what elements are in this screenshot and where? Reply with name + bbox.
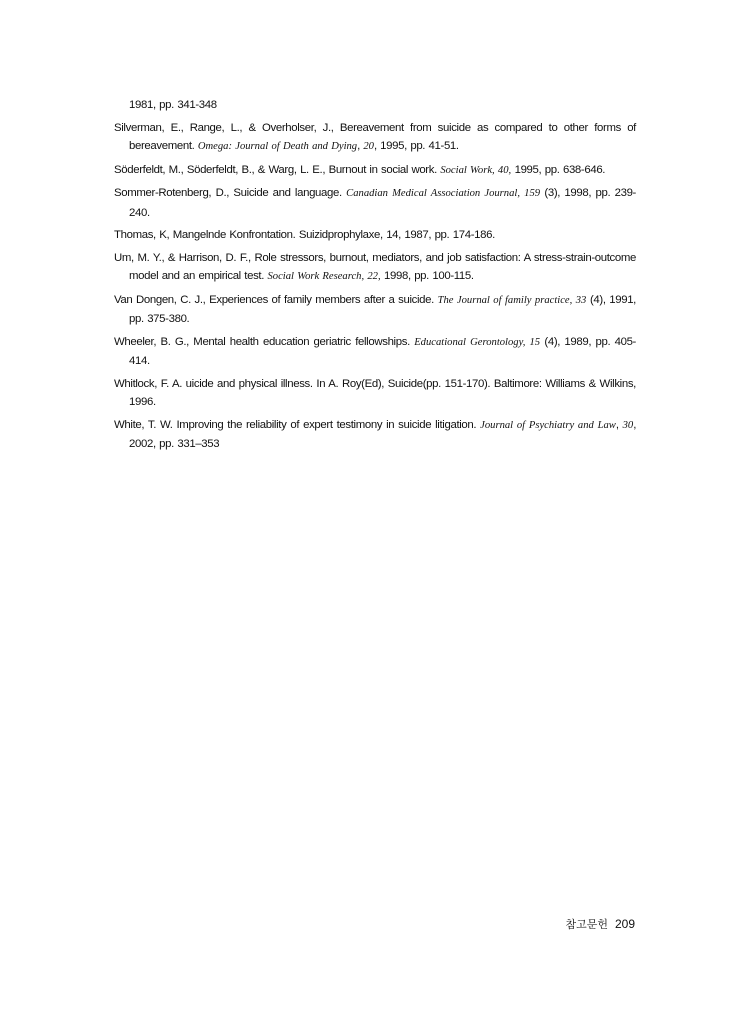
reference-text: (3), 1998, pp. 239-240.	[129, 187, 637, 219]
reference-entry	[114, 119, 636, 157]
reference-text: (4), 1991, pp. 375-380.	[129, 293, 636, 325]
page-number: 209	[614, 917, 635, 931]
reference-text: ,	[615, 418, 623, 431]
journal-title: The Journal of family practice, 33	[437, 294, 587, 306]
reference-entry	[114, 96, 636, 115]
reference-list	[114, 96, 636, 458]
reference-text: 1981, pp. 341-348	[129, 99, 217, 111]
reference-text: Thomas, K, Mangelnde Konfrontation. Suizidprophylaxe, 14, 1987, pp. 174-186.	[114, 229, 495, 241]
reference-text: Van Dongen, C. J., Experiences of family members after a suicide.	[114, 293, 438, 306]
journal-title: Omega: Journal of Death and Dying	[197, 141, 358, 152]
journal-title: Journal of Psychiatry and Law	[480, 419, 616, 431]
reference-text: Um, M. Y., & Harrison, D. F., Role stressors, burnout, mediators, and job satisfaction: A stress-strain-outcome model and an empirical test.	[114, 251, 636, 282]
reference-text: Whitlock, F. A. uicide and physical illness. In A. Roy(Ed), Suicide(pp. 151-170). Baltimore: Williams & Wilkins, 1996.	[114, 377, 636, 408]
reference-text: Sommer-Rotenberg, D., Suicide and language.	[114, 187, 347, 199]
reference-entry	[114, 375, 636, 412]
reference-entry	[114, 416, 636, 454]
reference-text: White, T. W. Improving the reliability of expert testimony in suicide litigation.	[114, 418, 481, 431]
reference-entry	[114, 333, 636, 371]
journal-title: Social Work, 40,	[440, 164, 512, 176]
reference-text: ,	[357, 140, 364, 152]
volume-number: 20	[363, 141, 374, 152]
reference-text: 1998, pp. 100-115.	[380, 270, 474, 282]
reference-text: (4), 1989, pp. 405-414.	[129, 335, 636, 367]
section-label: 참고문헌	[565, 919, 608, 931]
volume-number: 30	[622, 419, 634, 431]
reference-entry	[114, 161, 636, 181]
reference-entry	[114, 184, 636, 222]
reference-entry	[114, 226, 636, 245]
reference-text: 1995, pp. 638-646.	[511, 163, 606, 176]
journal-title: Canadian Medical Association Journal, 159	[346, 188, 541, 199]
page-footer	[565, 916, 635, 932]
journal-title: Educational Gerontology, 15	[414, 336, 541, 348]
journal-title: Social Work Research, 22,	[267, 271, 381, 282]
reference-text: Söderfeldt, M., Söderfeldt, B., & Warg, L. E., Burnout in social work.	[114, 163, 441, 176]
reference-text: Silverman, E., Range, L., & Overholser, J., Bereavement from suicide as compared to other forms of bereavement.	[114, 121, 636, 152]
reference-entry	[114, 249, 636, 287]
reference-text: , 1995, pp. 41-51.	[373, 140, 459, 152]
reference-text: , 2002, pp. 331–353	[129, 418, 637, 450]
reference-text: Wheeler, B. G., Mental health education geriatric fellowships.	[114, 335, 415, 348]
reference-entry	[114, 291, 636, 329]
